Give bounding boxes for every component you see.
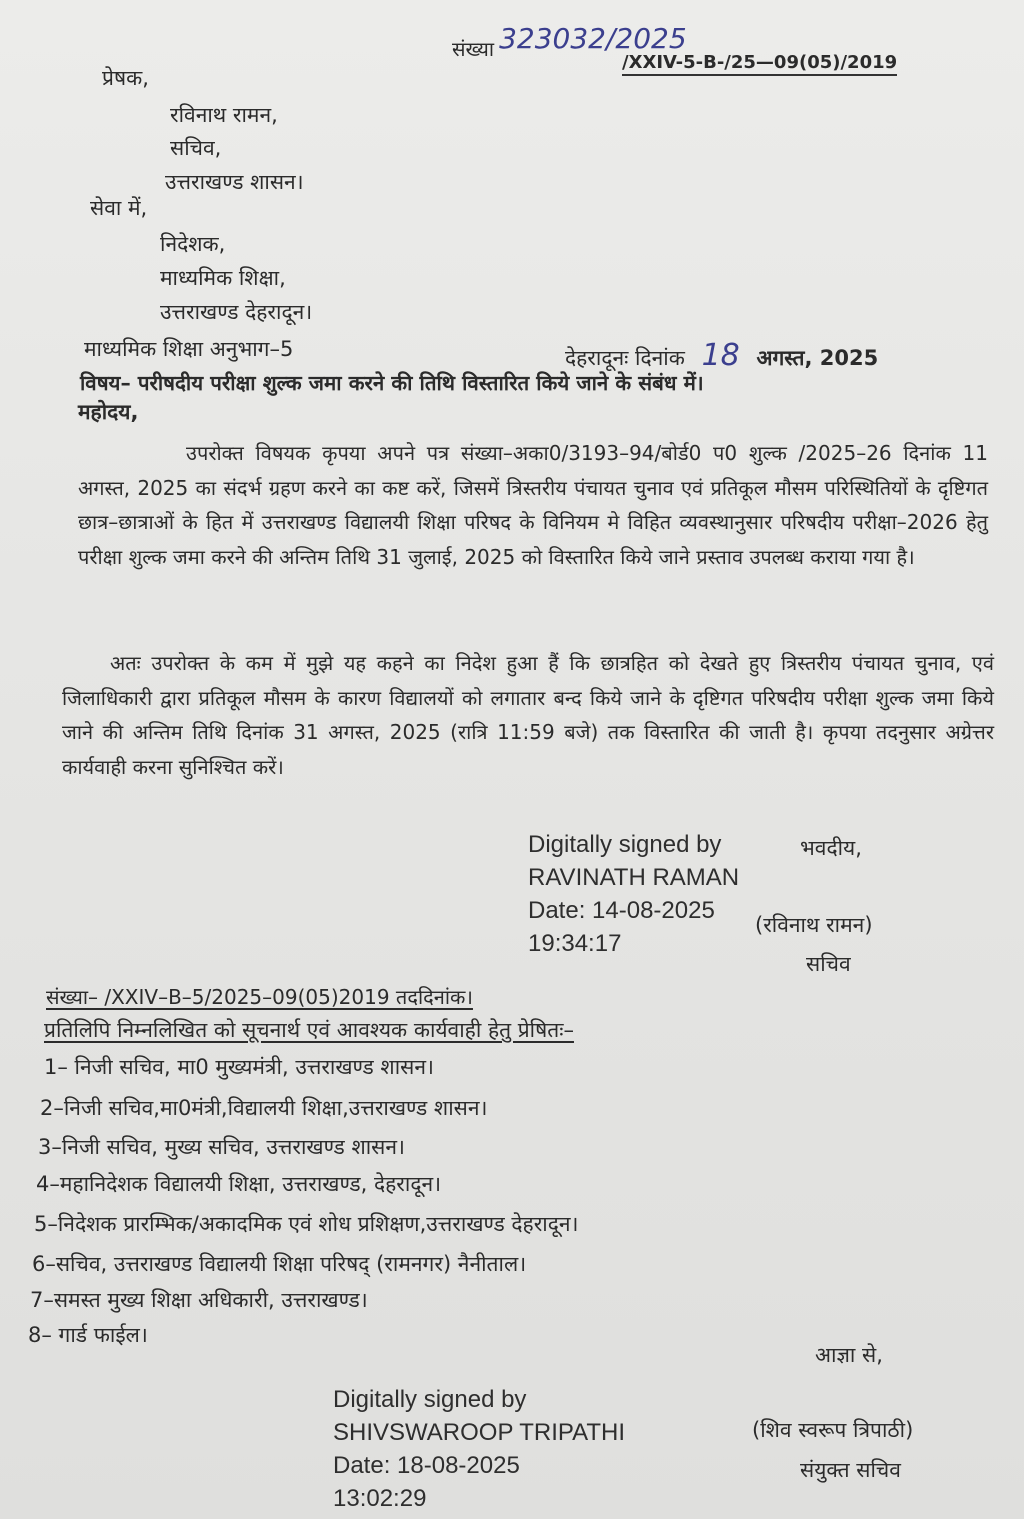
reference-label: संख्या [452, 37, 494, 61]
signature1-closing: भवदीय, [800, 836, 862, 860]
sender-name: रविनाथ रामन, [170, 103, 278, 127]
date-prefix: देहरादूनः दिनांक [565, 346, 685, 370]
signature1-name: (रविनाथ रामन) [755, 913, 873, 937]
body-paragraph-1: उपरोक्त विषयक कृपया अपने पत्र संख्या–अका0/3193–94/बोर्ड0 प0 शुल्क /2025–26 दिनांक 11 अगस्त, 2025 का संदर्भ ग्रहण करने का कष्ट करें, जिसमें त्रिस्तरीय पंचायत चुनाव एवं प्रतिकूल मौसम परिस्थितियों के दृष्टिगत छात्र–छात्राओं के हित में उत्तराखण्ड विद्यालयी शिक्षा परिषद के विनियम मे विहित व्यवस्थानुसार परिषदीय परीक्षा–2026 हेतु परीक्षा शुल्क जमा करने की अन्तिम तिथि 31 जुलाई, 2025 को विस्तारित किये जाने प्रस्ताव उपलब्ध कराया गया है। [78, 441, 988, 569]
signature2-line1: Digitally signed by [333, 1386, 527, 1413]
recipient-place: उत्तराखण्ड देहरादून। [160, 300, 313, 324]
date-line [565, 338, 878, 374]
signature1-line4: 19:34:17 [528, 930, 622, 957]
copy-item-8: 8– गार्ड फाईल। [28, 1323, 148, 1347]
body-paragraph-2: अतः उपरोक्त के कम में मुझे यह कहने का निदेश हुआ हैं कि छात्रहित को देखते हुए त्रिस्तरीय पंचायत चुनाव, एवं जिलाधिकारी द्वारा प्रतिकूल मौसम के कारण विद्यालयों को लगातार बन्द किये जाने के दृष्टिगत परिषदीय परीक्षा शुल्क जमा किये जाने की अन्तिम तिथि दिनांक 31 अगस्त, 2025 (रात्रि 11:59 बजे) तक विस्तारित की जाती है। कृपया तदनुसार अग्रेत्तर कार्यवाही करना सुनिश्चित करें। [62, 651, 994, 779]
sender-office: उत्तराखण्ड शासन। [165, 170, 304, 194]
reference-handwritten-number: 323032/2025 [499, 22, 687, 55]
copy-item-3: 3–निजी सचिव, मुख्य सचिव, उत्तराखण्ड शासन। [38, 1135, 405, 1159]
signature1-line1: Digitally signed by [528, 831, 722, 858]
signature2-line4: 13:02:29 [333, 1485, 427, 1512]
recipient-heading: सेवा में, [90, 196, 148, 220]
signature2-designation: संयुक्त सचिव [800, 1458, 901, 1482]
signature2-line3: Date: 18-08-2025 [333, 1452, 520, 1479]
sender-heading: प्रेषक, [102, 66, 149, 90]
signature2-name: (शिव स्वरूप त्रिपाठी) [752, 1418, 914, 1442]
signature2-order: आज्ञा से, [815, 1343, 883, 1367]
reference-code: /XXIV-5-B-/25—09(05)/2019 [622, 52, 897, 76]
section-name: माध्यमिक शिक्षा अनुभाग–5 [84, 337, 294, 361]
copy-reference: संख्या– /XXIV–B–5/2025–09(05)2019 तददिनांक। [46, 985, 473, 1009]
subject-line: विषय– परीषदीय परीक्षा शुल्क जमा करने की तिथि विस्तारित किये जाने के संबंध में। [80, 371, 704, 395]
copy-item-7: 7–समस्त मुख्य शिक्षा अधिकारी, उत्तराखण्ड। [30, 1288, 368, 1312]
copy-item-6: 6–सचिव, उत्तराखण्ड विद्यालयी शिक्षा परिषद् (रामनगर) नैनीताल। [32, 1252, 527, 1276]
copy-item-5: 5–निदेशक प्रारम्भिक/अकादमिक एवं शोध प्रशिक्षण,उत्तराखण्ड देहरादून। [34, 1212, 579, 1236]
digital-signature-1 [528, 828, 739, 960]
copy-heading: प्रतिलिपि निम्नलिखित को सूचनार्थ एवं आवश्यक कार्यवाही हेतु प्रेषितः– [44, 1018, 574, 1042]
digital-signature-2 [333, 1383, 625, 1515]
signature1-designation: सचिव [806, 952, 851, 976]
date-handwritten-day: 18 [701, 338, 740, 373]
signature2-line2: SHIVSWAROOP TRIPATHI [333, 1419, 626, 1446]
copy-item-4: 4–महानिदेशक विद्यालयी शिक्षा, उत्तराखण्ड, देहरादून। [36, 1172, 442, 1196]
copy-item-1: 1– निजी सचिव, मा0 मुख्यमंत्री, उत्तराखण्ड शासन। [44, 1055, 434, 1079]
salutation: महोदय, [78, 400, 139, 424]
date-suffix: अगस्त, 2025 [756, 346, 879, 370]
recipient-department: माध्यमिक शिक्षा, [160, 266, 286, 290]
copy-item-2: 2–निजी सचिव,मा0मंत्री,विद्यालयी शिक्षा,उत्तराखण्ड शासन। [40, 1096, 488, 1120]
signature1-line3: Date: 14-08-2025 [528, 897, 715, 924]
recipient-designation: निदेशक, [160, 232, 226, 256]
sender-designation: सचिव, [170, 136, 222, 160]
signature1-line2: RAVINATH RAMAN [528, 864, 740, 891]
